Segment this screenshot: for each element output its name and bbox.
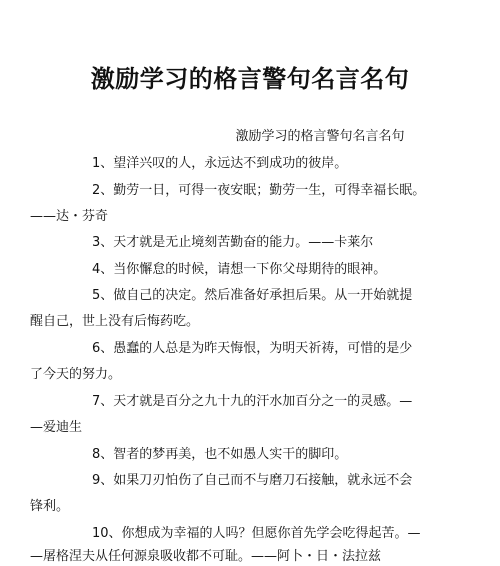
quote-9-line-1: 9、如果刀刃怕伤了自己而不与磨刀石接触，就永远不会 <box>92 473 413 488</box>
quote-1-line-1: 1、望洋兴叹的人，永远达不到成功的彼岸。 <box>92 156 348 171</box>
quote-10-line-2: —屠格涅夫从任何源泉吸收都不可耻。——阿卜・日・法拉兹 <box>30 549 382 564</box>
quote-4-line-1: 4、当你懈怠的时候，请想一下你父母期待的眼神。 <box>92 262 387 277</box>
quote-10-line-1: 10、你想成为幸福的人吗？但愿你首先学会吃得起苦。— <box>92 526 421 541</box>
quote-8-line-1: 8、智者的梦再美，也不如愚人实干的脚印。 <box>92 447 348 462</box>
quote-5-line-2: 醒自己，世上没有后悔药吃。 <box>30 314 200 329</box>
quote-9-line-2: 锋利。 <box>30 499 70 514</box>
quote-7-line-2: —爱迪生 <box>30 420 83 435</box>
document-title: 激励学习的格言警句名言名句 <box>90 65 410 93</box>
quote-7-line-1: 7、天才就是百分之九十九的汗水加百分之一的灵感。— <box>92 394 413 409</box>
quote-6-line-1: 6、愚蠢的人总是为昨天悔恨，为明天祈祷，可惜的是少 <box>92 341 413 356</box>
document-subtitle: 激励学习的格言警句名言名句 <box>235 129 405 144</box>
quote-2-line-2: ——达・芬奇 <box>30 209 109 224</box>
quote-3-line-1: 3、天才就是无止境刻苦勤奋的能力。——卡莱尔 <box>92 235 374 250</box>
quote-5-line-1: 5、做自己的决定。然后准备好承担后果。从一开始就提 <box>92 288 413 303</box>
quote-2-line-1: 2、勤劳一日，可得一夜安眠；勤劳一生，可得幸福长眠。 <box>92 183 426 198</box>
quote-6-line-2: 了今天的努力。 <box>30 367 122 382</box>
